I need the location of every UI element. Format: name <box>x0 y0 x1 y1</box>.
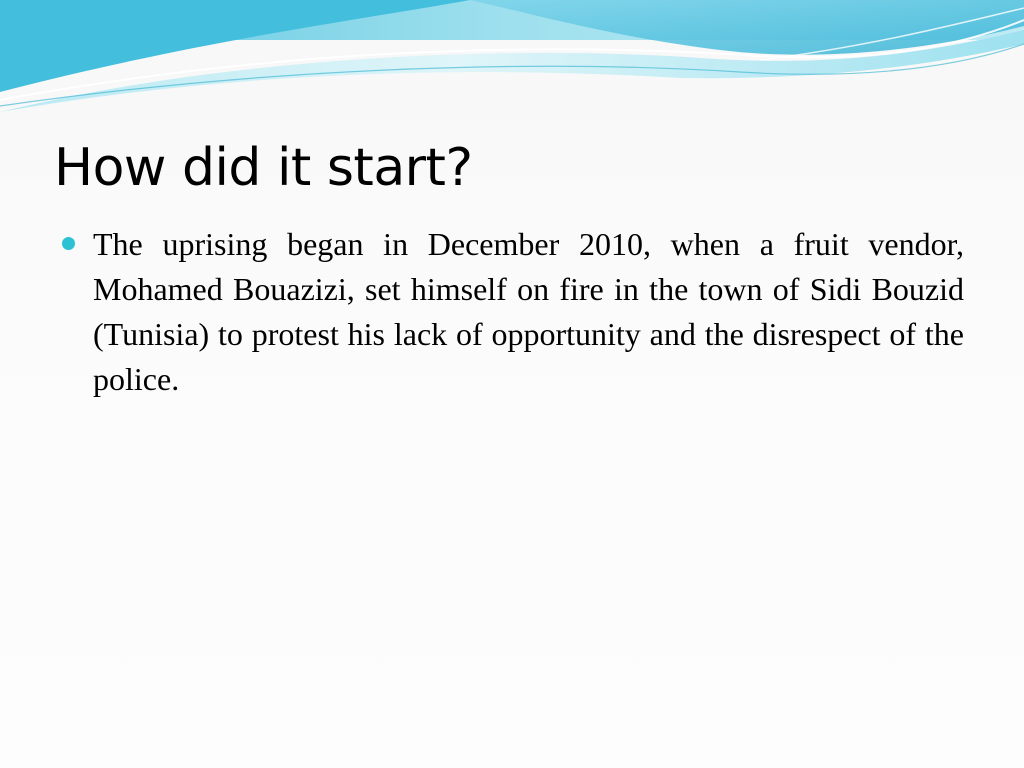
wave-header-decoration <box>0 0 1024 130</box>
bullet-list <box>62 222 964 402</box>
bullet-dot-icon <box>62 237 75 250</box>
slide-title: How did it start? <box>54 138 473 198</box>
bullet-item <box>62 222 964 402</box>
bullet-text: The uprising began in December 2010, when a fruit vendor, Mohamed Bouazizi, set himself on fire in the town of Sidi Bouzid (Tunisia) to protest his lack of opportunity and the disrespect of the police. <box>93 226 964 397</box>
